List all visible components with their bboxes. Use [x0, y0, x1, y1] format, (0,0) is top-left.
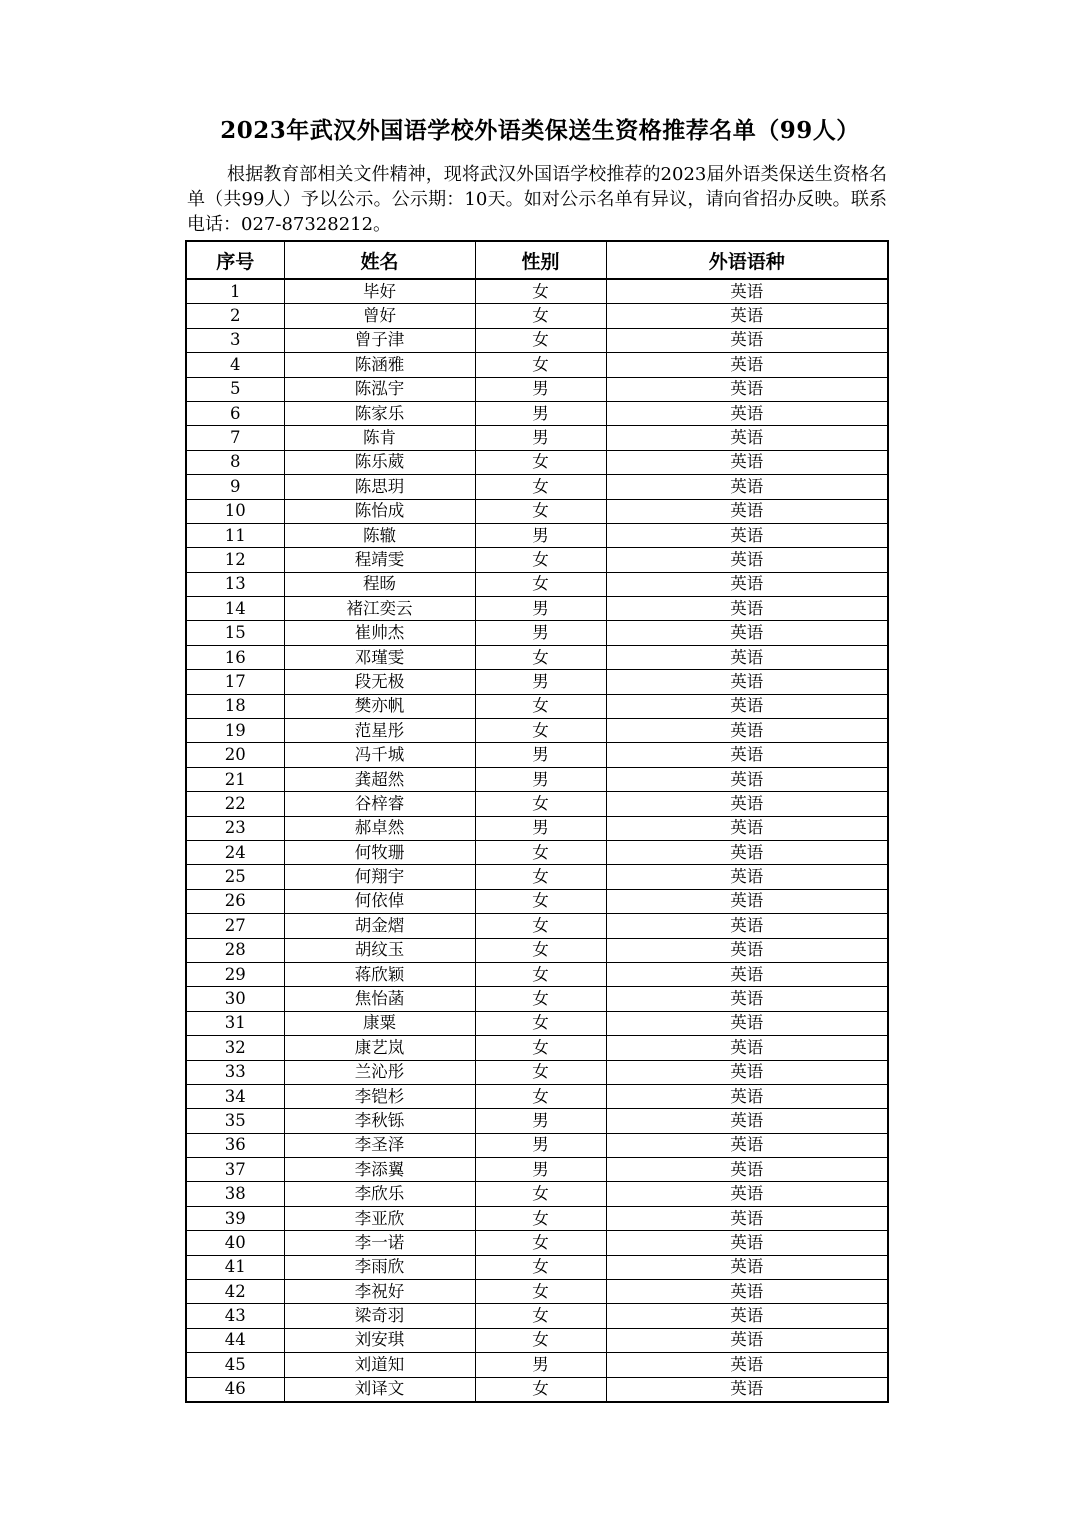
cell-serial-number: 29 — [186, 962, 284, 986]
cell-name: 何翔宇 — [284, 865, 475, 889]
cell-serial-number: 25 — [186, 865, 284, 889]
cell-gender: 女 — [475, 1060, 606, 1084]
cell-serial-number: 1 — [186, 279, 284, 304]
cell-name: 樊亦帆 — [284, 694, 475, 718]
cell-name: 胡金熠 — [284, 914, 475, 938]
cell-gender: 男 — [475, 1109, 606, 1133]
table-header-row — [186, 241, 888, 279]
cell-foreign-language: 英语 — [606, 572, 888, 596]
cell-name: 冯千城 — [284, 743, 475, 767]
cell-gender: 男 — [475, 1353, 606, 1377]
cell-gender: 男 — [475, 426, 606, 450]
table-row — [186, 767, 888, 791]
cell-name: 蒋欣颖 — [284, 962, 475, 986]
cell-serial-number: 26 — [186, 889, 284, 913]
cell-name: 程旸 — [284, 572, 475, 596]
cell-name: 何依倬 — [284, 889, 475, 913]
cell-name: 陈家乐 — [284, 401, 475, 425]
cell-gender: 男 — [475, 1158, 606, 1182]
cell-name: 胡纹玉 — [284, 938, 475, 962]
cell-foreign-language: 英语 — [606, 279, 888, 304]
cell-serial-number: 40 — [186, 1231, 284, 1255]
cell-foreign-language: 英语 — [606, 938, 888, 962]
table-row — [186, 1353, 888, 1377]
cell-serial-number: 3 — [186, 328, 284, 352]
cell-foreign-language: 英语 — [606, 1304, 888, 1328]
cell-foreign-language: 英语 — [606, 962, 888, 986]
table-body — [186, 279, 888, 1402]
table-row — [186, 1084, 888, 1108]
cell-gender: 女 — [475, 1036, 606, 1060]
cell-serial-number: 43 — [186, 1304, 284, 1328]
cell-serial-number: 5 — [186, 377, 284, 401]
document-title: 2023年武汉外国语学校外语类保送生资格推荐名单（99人） — [220, 117, 860, 144]
cell-serial-number: 7 — [186, 426, 284, 450]
cell-foreign-language: 英语 — [606, 840, 888, 864]
cell-gender: 女 — [475, 889, 606, 913]
cell-serial-number: 39 — [186, 1206, 284, 1230]
cell-gender: 女 — [475, 1206, 606, 1230]
table-row — [186, 1206, 888, 1230]
cell-name: 崔帅杰 — [284, 621, 475, 645]
table-row — [186, 1255, 888, 1279]
table-row — [186, 328, 888, 352]
cell-gender: 男 — [475, 523, 606, 547]
cell-serial-number: 37 — [186, 1158, 284, 1182]
cell-name: 刘译文 — [284, 1377, 475, 1402]
cell-serial-number: 14 — [186, 597, 284, 621]
cell-foreign-language: 英语 — [606, 377, 888, 401]
table-row — [186, 475, 888, 499]
cell-gender: 男 — [475, 597, 606, 621]
table-row — [186, 1328, 888, 1352]
cell-serial-number: 45 — [186, 1353, 284, 1377]
cell-foreign-language: 英语 — [606, 1328, 888, 1352]
cell-name: 邓瑾雯 — [284, 645, 475, 669]
cell-gender: 女 — [475, 353, 606, 377]
cell-gender: 女 — [475, 1280, 606, 1304]
cell-foreign-language: 英语 — [606, 914, 888, 938]
cell-gender: 女 — [475, 548, 606, 572]
table-row — [186, 1011, 888, 1035]
cell-foreign-language: 英语 — [606, 1109, 888, 1133]
cell-name: 曾子津 — [284, 328, 475, 352]
table-row — [186, 816, 888, 840]
cell-serial-number: 34 — [186, 1084, 284, 1108]
table-row — [186, 548, 888, 572]
cell-serial-number: 46 — [186, 1377, 284, 1402]
table-row — [186, 621, 888, 645]
cell-foreign-language: 英语 — [606, 1206, 888, 1230]
table-row — [186, 572, 888, 596]
cell-name: 李一诺 — [284, 1231, 475, 1255]
cell-name: 谷梓睿 — [284, 792, 475, 816]
cell-gender: 女 — [475, 792, 606, 816]
table-row — [186, 1280, 888, 1304]
cell-gender: 男 — [475, 670, 606, 694]
table-row — [186, 1036, 888, 1060]
cell-serial-number: 17 — [186, 670, 284, 694]
cell-foreign-language: 英语 — [606, 523, 888, 547]
cell-serial-number: 11 — [186, 523, 284, 547]
cell-foreign-language: 英语 — [606, 426, 888, 450]
cell-gender: 男 — [475, 743, 606, 767]
cell-name: 李祝好 — [284, 1280, 475, 1304]
table-row — [186, 670, 888, 694]
cell-name: 程靖雯 — [284, 548, 475, 572]
table-row — [186, 279, 888, 304]
cell-foreign-language: 英语 — [606, 1011, 888, 1035]
header-foreign-language: 外语语种 — [606, 241, 888, 279]
cell-gender: 女 — [475, 328, 606, 352]
cell-gender: 女 — [475, 938, 606, 962]
cell-name: 兰沁彤 — [284, 1060, 475, 1084]
cell-gender: 男 — [475, 377, 606, 401]
cell-serial-number: 35 — [186, 1109, 284, 1133]
cell-gender: 女 — [475, 475, 606, 499]
cell-foreign-language: 英语 — [606, 1353, 888, 1377]
cell-name: 陈怡成 — [284, 499, 475, 523]
cell-gender: 女 — [475, 1377, 606, 1402]
table-row — [186, 597, 888, 621]
cell-serial-number: 44 — [186, 1328, 284, 1352]
cell-foreign-language: 英语 — [606, 621, 888, 645]
cell-serial-number: 30 — [186, 987, 284, 1011]
cell-serial-number: 36 — [186, 1133, 284, 1157]
cell-gender: 女 — [475, 840, 606, 864]
cell-foreign-language: 英语 — [606, 1280, 888, 1304]
cell-name: 刘道知 — [284, 1353, 475, 1377]
cell-name: 陈乐葳 — [284, 450, 475, 474]
cell-serial-number: 18 — [186, 694, 284, 718]
table-row — [186, 1182, 888, 1206]
cell-name: 陈肯 — [284, 426, 475, 450]
cell-serial-number: 21 — [186, 767, 284, 791]
table-row — [186, 450, 888, 474]
intro-paragraph: 根据教育部相关文件精神，现将武汉外国语学校推荐的2023届外语类保送生资格名单（共99人）予以公示。公示期：10天。如对公示名单有异议，请向省招办反映。联系电话：027-87328212。 — [187, 164, 887, 235]
header-serial-number: 序号 — [186, 241, 284, 279]
cell-gender: 女 — [475, 1255, 606, 1279]
table-row — [186, 426, 888, 450]
cell-serial-number: 32 — [186, 1036, 284, 1060]
cell-foreign-language: 英语 — [606, 450, 888, 474]
cell-serial-number: 6 — [186, 401, 284, 425]
cell-serial-number: 13 — [186, 572, 284, 596]
cell-gender: 女 — [475, 645, 606, 669]
cell-foreign-language: 英语 — [606, 1377, 888, 1402]
cell-foreign-language: 英语 — [606, 792, 888, 816]
cell-foreign-language: 英语 — [606, 889, 888, 913]
cell-foreign-language: 英语 — [606, 1084, 888, 1108]
cell-serial-number: 41 — [186, 1255, 284, 1279]
table-row — [186, 1133, 888, 1157]
cell-gender: 女 — [475, 499, 606, 523]
cell-gender: 男 — [475, 767, 606, 791]
cell-foreign-language: 英语 — [606, 719, 888, 743]
cell-name: 刘安琪 — [284, 1328, 475, 1352]
cell-serial-number: 31 — [186, 1011, 284, 1035]
cell-name: 陈泓宇 — [284, 377, 475, 401]
cell-name: 李雨欣 — [284, 1255, 475, 1279]
cell-serial-number: 8 — [186, 450, 284, 474]
table-row — [186, 719, 888, 743]
cell-gender: 女 — [475, 1304, 606, 1328]
cell-serial-number: 23 — [186, 816, 284, 840]
cell-serial-number: 19 — [186, 719, 284, 743]
cell-foreign-language: 英语 — [606, 694, 888, 718]
cell-gender: 女 — [475, 1182, 606, 1206]
cell-name: 陈辙 — [284, 523, 475, 547]
cell-gender: 女 — [475, 914, 606, 938]
cell-name: 李添翼 — [284, 1158, 475, 1182]
cell-foreign-language: 英语 — [606, 328, 888, 352]
cell-serial-number: 22 — [186, 792, 284, 816]
cell-serial-number: 15 — [186, 621, 284, 645]
table-row — [186, 914, 888, 938]
cell-foreign-language: 英语 — [606, 670, 888, 694]
cell-foreign-language: 英语 — [606, 304, 888, 328]
table-row — [186, 1109, 888, 1133]
cell-serial-number: 9 — [186, 475, 284, 499]
cell-gender: 男 — [475, 621, 606, 645]
cell-name: 康艺岚 — [284, 1036, 475, 1060]
table-row — [186, 304, 888, 328]
table-row — [186, 1231, 888, 1255]
cell-gender: 男 — [475, 401, 606, 425]
cell-name: 梁奇羽 — [284, 1304, 475, 1328]
cell-serial-number: 42 — [186, 1280, 284, 1304]
cell-name: 李亚欣 — [284, 1206, 475, 1230]
cell-name: 李欣乐 — [284, 1182, 475, 1206]
cell-gender: 女 — [475, 450, 606, 474]
cell-foreign-language: 英语 — [606, 597, 888, 621]
table-row — [186, 987, 888, 1011]
header-name: 姓名 — [284, 241, 475, 279]
cell-foreign-language: 英语 — [606, 1182, 888, 1206]
table-row — [186, 1377, 888, 1402]
table-row — [186, 865, 888, 889]
cell-serial-number: 12 — [186, 548, 284, 572]
table-row — [186, 1158, 888, 1182]
cell-name: 陈涵雅 — [284, 353, 475, 377]
table-row — [186, 694, 888, 718]
table-row — [186, 938, 888, 962]
cell-name: 龚超然 — [284, 767, 475, 791]
table-row — [186, 889, 888, 913]
cell-gender: 女 — [475, 1328, 606, 1352]
table-row — [186, 840, 888, 864]
cell-gender: 女 — [475, 865, 606, 889]
cell-name: 陈思玥 — [284, 475, 475, 499]
header-gender: 性别 — [475, 241, 606, 279]
cell-name: 曾好 — [284, 304, 475, 328]
cell-foreign-language: 英语 — [606, 548, 888, 572]
cell-foreign-language: 英语 — [606, 987, 888, 1011]
cell-foreign-language: 英语 — [606, 499, 888, 523]
cell-gender: 女 — [475, 304, 606, 328]
cell-name: 毕好 — [284, 279, 475, 304]
cell-gender: 女 — [475, 279, 606, 304]
cell-foreign-language: 英语 — [606, 1231, 888, 1255]
cell-gender: 男 — [475, 1133, 606, 1157]
table-row — [186, 523, 888, 547]
table-row — [186, 1060, 888, 1084]
cell-serial-number: 24 — [186, 840, 284, 864]
cell-serial-number: 10 — [186, 499, 284, 523]
cell-gender: 女 — [475, 572, 606, 596]
table-row — [186, 499, 888, 523]
cell-foreign-language: 英语 — [606, 1255, 888, 1279]
cell-gender: 女 — [475, 1231, 606, 1255]
cell-name: 李圣泽 — [284, 1133, 475, 1157]
cell-name: 范星彤 — [284, 719, 475, 743]
cell-serial-number: 20 — [186, 743, 284, 767]
cell-name: 段无极 — [284, 670, 475, 694]
cell-foreign-language: 英语 — [606, 1036, 888, 1060]
cell-name: 李铠杉 — [284, 1084, 475, 1108]
cell-gender: 男 — [475, 816, 606, 840]
cell-foreign-language: 英语 — [606, 353, 888, 377]
cell-foreign-language: 英语 — [606, 401, 888, 425]
table-row — [186, 645, 888, 669]
cell-name: 郝卓然 — [284, 816, 475, 840]
cell-gender: 女 — [475, 719, 606, 743]
table-row — [186, 962, 888, 986]
cell-foreign-language: 英语 — [606, 1133, 888, 1157]
table-row — [186, 401, 888, 425]
cell-foreign-language: 英语 — [606, 816, 888, 840]
cell-serial-number: 16 — [186, 645, 284, 669]
cell-gender: 女 — [475, 1011, 606, 1035]
cell-gender: 女 — [475, 694, 606, 718]
cell-foreign-language: 英语 — [606, 743, 888, 767]
cell-gender: 女 — [475, 1084, 606, 1108]
cell-foreign-language: 英语 — [606, 767, 888, 791]
recommendation-table — [185, 240, 889, 1403]
cell-serial-number: 2 — [186, 304, 284, 328]
cell-foreign-language: 英语 — [606, 475, 888, 499]
cell-serial-number: 33 — [186, 1060, 284, 1084]
table-row — [186, 1304, 888, 1328]
cell-name: 康粟 — [284, 1011, 475, 1035]
cell-foreign-language: 英语 — [606, 1060, 888, 1084]
cell-serial-number: 38 — [186, 1182, 284, 1206]
cell-serial-number: 28 — [186, 938, 284, 962]
table-row — [186, 792, 888, 816]
cell-foreign-language: 英语 — [606, 865, 888, 889]
cell-serial-number: 27 — [186, 914, 284, 938]
cell-name: 褚江奕云 — [284, 597, 475, 621]
table-row — [186, 743, 888, 767]
cell-foreign-language: 英语 — [606, 1158, 888, 1182]
table-row — [186, 377, 888, 401]
cell-foreign-language: 英语 — [606, 645, 888, 669]
cell-name: 何牧珊 — [284, 840, 475, 864]
cell-name: 焦怡菡 — [284, 987, 475, 1011]
table-row — [186, 353, 888, 377]
cell-name: 李秋铄 — [284, 1109, 475, 1133]
cell-serial-number: 4 — [186, 353, 284, 377]
cell-gender: 女 — [475, 962, 606, 986]
cell-gender: 女 — [475, 987, 606, 1011]
